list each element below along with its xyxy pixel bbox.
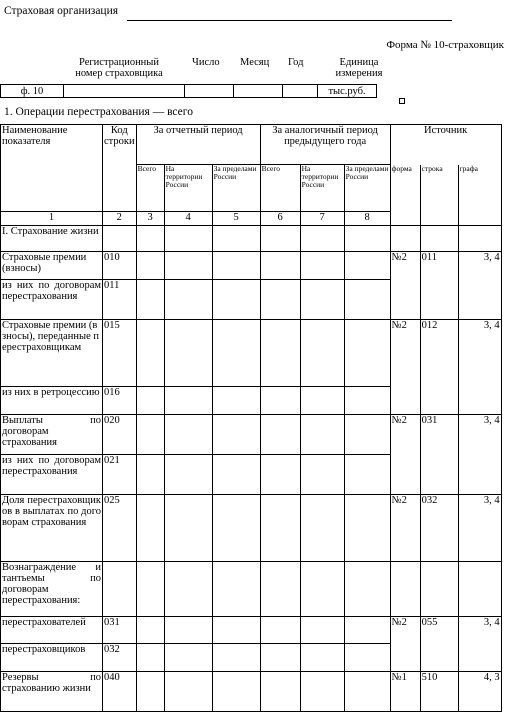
col-src-row: строка bbox=[420, 165, 458, 212]
value-cell[interactable] bbox=[344, 280, 390, 320]
reg-number-cell[interactable] bbox=[64, 85, 185, 98]
row-code: 020 bbox=[103, 415, 137, 455]
value-cell[interactable] bbox=[164, 562, 212, 617]
col-header-code: Код строки bbox=[103, 125, 137, 212]
table-row bbox=[1, 415, 502, 455]
src-row bbox=[420, 226, 458, 252]
col-number: 3 bbox=[136, 212, 164, 226]
src-row bbox=[420, 562, 458, 617]
col-abroad: За пределами России bbox=[212, 165, 260, 212]
col-header-source: Источник bbox=[390, 125, 501, 165]
value-cell[interactable] bbox=[344, 455, 390, 495]
value-cell[interactable] bbox=[344, 320, 390, 387]
row-name: Выплаты по договорам страхования bbox=[1, 415, 103, 455]
value-cell[interactable] bbox=[212, 672, 260, 712]
value-cell[interactable] bbox=[136, 617, 164, 644]
value-cell[interactable] bbox=[164, 387, 212, 415]
table-row bbox=[1, 226, 502, 252]
value-cell[interactable] bbox=[344, 387, 390, 415]
section-title: 1. Операции перестрахования — всего bbox=[4, 106, 193, 118]
src-col bbox=[458, 562, 501, 617]
value-cell[interactable] bbox=[300, 415, 344, 455]
value-cell[interactable] bbox=[164, 415, 212, 455]
value-cell[interactable] bbox=[164, 226, 212, 252]
value-cell[interactable] bbox=[164, 495, 212, 562]
col-src-form: форма bbox=[390, 165, 420, 212]
src-form: №1 bbox=[390, 672, 420, 712]
reg-number-label-line1: Регистрационный bbox=[79, 57, 159, 68]
reg-number-label-line2: номер страховщика bbox=[75, 68, 163, 79]
value-cell[interactable] bbox=[344, 617, 390, 644]
value-cell[interactable] bbox=[212, 320, 260, 387]
value-cell[interactable] bbox=[212, 415, 260, 455]
row-code: 010 bbox=[103, 252, 137, 280]
col-russia: На территории России bbox=[164, 165, 212, 212]
row-code: 011 bbox=[103, 280, 137, 320]
row-name: из них по договорам перестрахования bbox=[1, 280, 103, 320]
src-col: 3, 4 bbox=[458, 495, 501, 562]
row-name: Страховые премии (взносы), переданные перестраховщикам bbox=[1, 320, 103, 387]
src-form: №2 bbox=[390, 617, 420, 672]
unit-label bbox=[326, 57, 392, 79]
table-row bbox=[1, 617, 502, 644]
value-cell[interactable] bbox=[300, 562, 344, 617]
value-cell[interactable] bbox=[212, 455, 260, 495]
day-cell[interactable] bbox=[185, 85, 234, 98]
value-cell[interactable] bbox=[260, 226, 300, 252]
value-cell[interactable] bbox=[136, 562, 164, 617]
row-code: 025 bbox=[103, 495, 137, 562]
value-cell[interactable] bbox=[136, 280, 164, 320]
row-name: Вознаграждение и тантьемы по договорам перестрахования: bbox=[1, 562, 103, 617]
src-spacer bbox=[420, 212, 458, 226]
src-row: 011 bbox=[420, 252, 458, 320]
row-code: 032 bbox=[103, 644, 137, 672]
table-row bbox=[1, 252, 502, 280]
value-cell[interactable] bbox=[212, 280, 260, 320]
value-cell[interactable] bbox=[164, 455, 212, 495]
src-row: 012 bbox=[420, 320, 458, 415]
value-cell[interactable] bbox=[212, 562, 260, 617]
src-col: 3, 4 bbox=[458, 617, 501, 672]
col-total-prev: Всего bbox=[260, 165, 300, 212]
src-col: 3, 4 bbox=[458, 320, 501, 415]
registration-row bbox=[0, 84, 377, 98]
src-form: №2 bbox=[390, 320, 420, 415]
value-cell[interactable] bbox=[136, 455, 164, 495]
reinsurance-table bbox=[0, 124, 502, 712]
value-cell[interactable] bbox=[344, 252, 390, 280]
row-name: из них в ретроцессию bbox=[1, 387, 103, 415]
value-cell[interactable] bbox=[260, 672, 300, 712]
col-number: 4 bbox=[164, 212, 212, 226]
value-cell[interactable] bbox=[164, 617, 212, 644]
table-row bbox=[1, 672, 502, 712]
src-spacer bbox=[390, 212, 420, 226]
form-code-cell: ф. 10 bbox=[1, 85, 64, 98]
table-row bbox=[1, 495, 502, 562]
col-number: 2 bbox=[103, 212, 137, 226]
col-src-col: графа bbox=[458, 165, 501, 212]
col-total: Всего bbox=[136, 165, 164, 212]
value-cell[interactable] bbox=[260, 415, 300, 455]
row-code bbox=[103, 562, 137, 617]
col-number: 6 bbox=[260, 212, 300, 226]
value-cell[interactable] bbox=[136, 320, 164, 387]
row-name: из них по договорам перестрахования bbox=[1, 455, 103, 495]
value-cell[interactable] bbox=[136, 495, 164, 562]
form-label: Форма № 10-страховщик bbox=[386, 39, 504, 51]
col-header-name: Наименование показателя bbox=[1, 125, 103, 212]
col-header-previous: За аналогичный период предыдущего года bbox=[260, 125, 390, 165]
value-cell[interactable] bbox=[300, 455, 344, 495]
value-cell[interactable] bbox=[212, 387, 260, 415]
value-cell[interactable] bbox=[260, 252, 300, 280]
value-cell[interactable] bbox=[136, 644, 164, 672]
corner-mark bbox=[399, 98, 405, 104]
src-form: №2 bbox=[390, 495, 420, 562]
row-name: перестрахователей bbox=[1, 617, 103, 644]
src-col: 3, 4 bbox=[458, 252, 501, 320]
value-cell[interactable] bbox=[136, 415, 164, 455]
src-row: 510 bbox=[420, 672, 458, 712]
value-cell[interactable] bbox=[260, 562, 300, 617]
value-cell[interactable] bbox=[344, 415, 390, 455]
value-cell[interactable] bbox=[260, 320, 300, 387]
value-cell[interactable] bbox=[260, 455, 300, 495]
row-code: 031 bbox=[103, 617, 137, 644]
row-code bbox=[103, 226, 137, 252]
value-cell[interactable] bbox=[260, 617, 300, 644]
row-name: Страховые премии (взносы) bbox=[1, 252, 103, 280]
src-row: 055 bbox=[420, 617, 458, 672]
row-name: Резервы по страхованию жизни bbox=[1, 672, 103, 712]
day-label: Число bbox=[192, 57, 220, 68]
value-cell[interactable] bbox=[344, 672, 390, 712]
org-label: Страховая организация bbox=[4, 5, 119, 17]
src-form: №2 bbox=[390, 415, 420, 495]
col-number: 1 bbox=[1, 212, 103, 226]
row-code: 021 bbox=[103, 455, 137, 495]
value-cell[interactable] bbox=[212, 617, 260, 644]
value-cell[interactable] bbox=[212, 644, 260, 672]
col-russia-prev: На территории России bbox=[300, 165, 344, 212]
value-cell[interactable] bbox=[300, 617, 344, 644]
src-spacer bbox=[458, 212, 501, 226]
unit-label-line1: Единица bbox=[339, 57, 379, 68]
col-number: 8 bbox=[344, 212, 390, 226]
value-cell[interactable] bbox=[344, 644, 390, 672]
value-cell[interactable] bbox=[164, 280, 212, 320]
value-cell[interactable] bbox=[164, 252, 212, 280]
unit-label-line2: измерения bbox=[335, 68, 383, 79]
value-cell[interactable] bbox=[260, 495, 300, 562]
value-cell[interactable] bbox=[300, 644, 344, 672]
src-col: 3, 4 bbox=[458, 415, 501, 495]
value-cell[interactable] bbox=[260, 280, 300, 320]
year-label: Год bbox=[288, 57, 304, 68]
org-name-line bbox=[127, 20, 452, 21]
value-cell[interactable] bbox=[300, 672, 344, 712]
col-header-current: За отчетный период bbox=[136, 125, 260, 165]
src-form bbox=[390, 562, 420, 617]
value-cell[interactable] bbox=[212, 495, 260, 562]
value-cell[interactable] bbox=[136, 252, 164, 280]
col-number: 7 bbox=[300, 212, 344, 226]
row-code: 016 bbox=[103, 387, 137, 415]
src-form: №2 bbox=[390, 252, 420, 320]
row-name: перестраховщиков bbox=[1, 644, 103, 672]
reg-number-label bbox=[60, 57, 178, 79]
src-row: 032 bbox=[420, 495, 458, 562]
value-cell[interactable] bbox=[300, 387, 344, 415]
month-label: Месяц bbox=[240, 57, 270, 68]
row-code: 040 bbox=[103, 672, 137, 712]
src-form bbox=[390, 226, 420, 252]
value-cell[interactable] bbox=[260, 644, 300, 672]
value-cell[interactable] bbox=[300, 495, 344, 562]
col-abroad-prev: За пределами России bbox=[344, 165, 390, 212]
table-row bbox=[1, 562, 502, 617]
value-cell[interactable] bbox=[344, 226, 390, 252]
value-cell[interactable] bbox=[212, 252, 260, 280]
value-cell[interactable] bbox=[212, 226, 260, 252]
unit-cell: тыс.руб. bbox=[318, 85, 377, 98]
value-cell[interactable] bbox=[136, 226, 164, 252]
value-cell[interactable] bbox=[300, 226, 344, 252]
row-code: 015 bbox=[103, 320, 137, 387]
src-row: 031 bbox=[420, 415, 458, 495]
value-cell[interactable] bbox=[300, 280, 344, 320]
value-cell[interactable] bbox=[164, 672, 212, 712]
value-cell[interactable] bbox=[136, 387, 164, 415]
col-number: 5 bbox=[212, 212, 260, 226]
year-cell[interactable] bbox=[283, 85, 318, 98]
src-col: 4, 3 bbox=[458, 672, 501, 712]
src-col bbox=[458, 226, 501, 252]
row-name: I. Страхование жизни bbox=[1, 226, 103, 252]
value-cell[interactable] bbox=[136, 672, 164, 712]
value-cell[interactable] bbox=[300, 320, 344, 387]
month-cell[interactable] bbox=[234, 85, 283, 98]
value-cell[interactable] bbox=[164, 320, 212, 387]
value-cell[interactable] bbox=[300, 252, 344, 280]
value-cell[interactable] bbox=[344, 562, 390, 617]
table-row bbox=[1, 320, 502, 387]
value-cell[interactable] bbox=[260, 387, 300, 415]
row-name: Доля перестраховщиков в выплатах по договорам страхования bbox=[1, 495, 103, 562]
value-cell[interactable] bbox=[164, 644, 212, 672]
value-cell[interactable] bbox=[344, 495, 390, 562]
